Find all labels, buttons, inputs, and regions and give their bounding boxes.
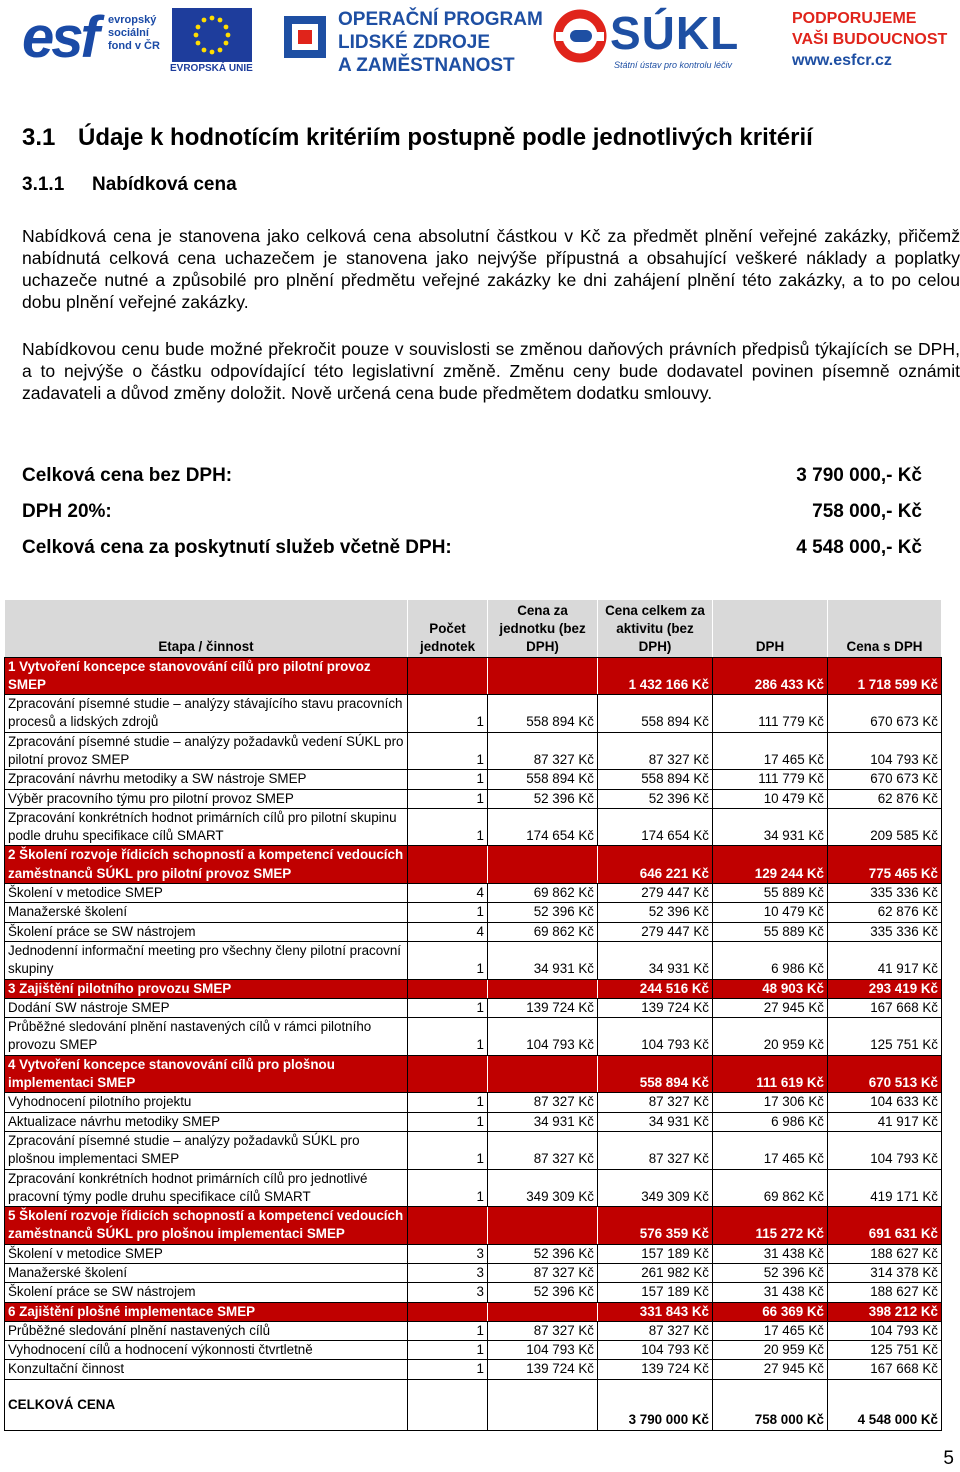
cell-total: 104 793 Kč xyxy=(598,1341,713,1360)
cell-total: 157 189 Kč xyxy=(598,1244,713,1263)
table-row xyxy=(5,1321,942,1340)
cell-unit: 87 327 Kč xyxy=(488,1093,598,1112)
total-cell-empty xyxy=(488,1379,598,1430)
cell-total: 244 516 Kč xyxy=(598,979,713,998)
cell-unit: 34 931 Kč xyxy=(488,1112,598,1131)
cell-count: 1 xyxy=(408,732,488,770)
col-header-stage: Etapa / činnost xyxy=(5,600,408,657)
section-title: Údaje k hodnotícím kritériím postupně podle jednotlivých kritérií xyxy=(78,124,813,151)
subsection-title: Nabídková cena xyxy=(92,174,237,195)
col-header-vat: DPH xyxy=(713,600,828,657)
cell-with-vat: 209 585 Kč xyxy=(828,808,942,846)
table-row xyxy=(5,1169,942,1207)
cell-total: 1 432 166 Kč xyxy=(598,657,713,695)
cell-vat: 111 779 Kč xyxy=(713,770,828,789)
cell-total: 52 396 Kč xyxy=(598,903,713,922)
cell-count: 1 xyxy=(408,903,488,922)
sukl-logo-word: SÚKL xyxy=(610,7,740,59)
cell-unit: 174 654 Kč xyxy=(488,808,598,846)
cell-name: Zpracování písemné studie – analýzy stávajícího stavu pracovních procesů a lidských zdrojů xyxy=(5,695,408,733)
cell-total: 261 982 Kč xyxy=(598,1264,713,1283)
cell-total: 174 654 Kč xyxy=(598,808,713,846)
cell-total: 646 221 Kč xyxy=(598,846,713,884)
cell-name: Zpracování návrhu metodiky a SW nástroje SMEP xyxy=(5,770,408,789)
cell-unit xyxy=(488,979,598,998)
cell-count: 1 xyxy=(408,1321,488,1340)
cell-with-vat: 335 336 Kč xyxy=(828,884,942,903)
cell-count: 1 xyxy=(408,808,488,846)
cell-unit: 52 396 Kč xyxy=(488,1283,598,1302)
cell-total: 331 843 Kč xyxy=(598,1302,713,1321)
cell-unit: 52 396 Kč xyxy=(488,1244,598,1263)
cell-with-vat: 125 751 Kč xyxy=(828,1341,942,1360)
cell-with-vat: 188 627 Kč xyxy=(828,1244,942,1263)
cell-with-vat: 167 668 Kč xyxy=(828,1360,942,1379)
cell-count: 1 xyxy=(408,998,488,1017)
phase-row xyxy=(5,657,942,695)
op-line2: LIDSKÉ ZDROJE xyxy=(338,32,491,53)
cell-with-vat: 41 917 Kč xyxy=(828,941,942,979)
cell-total: 279 447 Kč xyxy=(598,922,713,941)
cell-vat: 69 862 Kč xyxy=(713,1169,828,1207)
cell-count: 1 xyxy=(408,1169,488,1207)
total-cell-name: CELKOVÁ CENA xyxy=(5,1379,408,1430)
cell-total: 349 309 Kč xyxy=(598,1169,713,1207)
cell-name: Zpracování konkrétních hodnot primárních cílů pro pilotní skupinu podle druhu specifikace cílů SMART xyxy=(5,808,408,846)
summary-vat-value: 758 000,- Kč xyxy=(812,501,922,522)
podporujeme-line2: VAŠI BUDOUCNOST xyxy=(792,31,948,48)
subsection-number: 3.1.1 xyxy=(22,174,65,195)
cell-name: Školení v metodice SMEP xyxy=(5,884,408,903)
cell-with-vat: 62 876 Kč xyxy=(828,789,942,808)
cell-vat: 17 306 Kč xyxy=(713,1093,828,1112)
podporujeme-logo xyxy=(792,8,960,78)
table-row xyxy=(5,998,942,1017)
cell-name: Manažerské školení xyxy=(5,1264,408,1283)
col-header-count: Počet jednotek xyxy=(408,600,488,657)
cell-name: Zpracování konkrétních hodnot primárních cílů pro jednotlivé pracovní týmy podle druhu specifikace cílů SMART xyxy=(5,1169,408,1207)
cell-with-vat: 167 668 Kč xyxy=(828,998,942,1017)
esf-line2: sociální xyxy=(108,27,149,39)
podporujeme-url: www.esfcr.cz xyxy=(792,52,892,69)
cell-vat: 10 479 Kč xyxy=(713,789,828,808)
table-row xyxy=(5,1264,942,1283)
cell-count: 3 xyxy=(408,1264,488,1283)
cell-name: Vyhodnocení cílů a hodnocení výkonnosti čtvrtletně xyxy=(5,1341,408,1360)
cell-unit: 87 327 Kč xyxy=(488,732,598,770)
phase-row xyxy=(5,1302,942,1321)
section-number: 3.1 xyxy=(22,124,56,151)
cell-vat: 55 889 Kč xyxy=(713,884,828,903)
cell-count: 1 xyxy=(408,1093,488,1112)
total-cell-with-vat: 4 548 000 Kč xyxy=(828,1379,942,1430)
cell-count: 1 xyxy=(408,695,488,733)
cell-name: Školení v metodice SMEP xyxy=(5,1244,408,1263)
cell-vat: 129 244 Kč xyxy=(713,846,828,884)
cell-vat: 17 465 Kč xyxy=(713,1131,828,1169)
cell-count xyxy=(408,1055,488,1093)
cell-count xyxy=(408,657,488,695)
cell-total: 558 894 Kč xyxy=(598,695,713,733)
table-row xyxy=(5,1360,942,1379)
cell-vat: 286 433 Kč xyxy=(713,657,828,695)
table-row xyxy=(5,1112,942,1131)
phase-row xyxy=(5,979,942,998)
cell-unit xyxy=(488,657,598,695)
cell-total: 34 931 Kč xyxy=(598,1112,713,1131)
cell-with-vat: 125 751 Kč xyxy=(828,1018,942,1056)
op-logo xyxy=(282,6,543,76)
section-heading xyxy=(22,124,813,152)
cell-with-vat: 104 793 Kč xyxy=(828,1321,942,1340)
col-header-unit-price: Cena za jednotku (bez DPH) xyxy=(488,600,598,657)
cell-unit: 52 396 Kč xyxy=(488,789,598,808)
table-row xyxy=(5,903,942,922)
table-row xyxy=(5,1131,942,1169)
cell-count xyxy=(408,1302,488,1321)
cell-unit: 139 724 Kč xyxy=(488,1360,598,1379)
cell-count: 1 xyxy=(408,941,488,979)
cell-vat: 55 889 Kč xyxy=(713,922,828,941)
cell-with-vat: 335 336 Kč xyxy=(828,922,942,941)
page-number: 5 xyxy=(943,1448,954,1469)
cell-name: 1 Vytvoření koncepce stanovování cílů pro pilotní provoz SMEP xyxy=(5,657,408,695)
cell-count: 1 xyxy=(408,1112,488,1131)
podporujeme-line1: PODPORUJEME xyxy=(792,10,917,27)
cell-with-vat: 775 465 Kč xyxy=(828,846,942,884)
cell-vat: 17 465 Kč xyxy=(713,1321,828,1340)
cell-unit: 69 862 Kč xyxy=(488,922,598,941)
cell-vat: 48 903 Kč xyxy=(713,979,828,998)
total-cell-total: 3 790 000 Kč xyxy=(598,1379,713,1430)
cell-name: Vyhodnocení pilotního projektu xyxy=(5,1093,408,1112)
cell-vat: 31 438 Kč xyxy=(713,1244,828,1263)
cell-count: 1 xyxy=(408,1131,488,1169)
header-logos xyxy=(0,0,960,82)
cell-count xyxy=(408,1207,488,1245)
eu-logo xyxy=(170,6,258,76)
cell-with-vat: 104 793 Kč xyxy=(828,1131,942,1169)
table-row xyxy=(5,732,942,770)
price-table xyxy=(4,600,942,1431)
cell-name: 3 Zajištění pilotního provozu SMEP xyxy=(5,979,408,998)
cell-name: Jednodenní informační meeting pro všechny členy pilotní pracovní skupiny xyxy=(5,941,408,979)
op-line3: A ZAMĚSTNANOST xyxy=(338,55,515,76)
cell-unit xyxy=(488,1302,598,1321)
cell-unit: 87 327 Kč xyxy=(488,1264,598,1283)
cell-count: 1 xyxy=(408,1360,488,1379)
op-logo-text xyxy=(338,8,543,77)
table-row xyxy=(5,922,942,941)
cell-unit: 558 894 Kč xyxy=(488,695,598,733)
cell-vat: 31 438 Kč xyxy=(713,1283,828,1302)
esf-line3: fond v ČR xyxy=(108,40,160,52)
cell-name: 5 Školení rozvoje řídicích schopností a kompetencí vedoucích zaměstnanců SÚKL pro plošnou implementaci SMEP xyxy=(5,1207,408,1245)
cell-with-vat: 398 212 Kč xyxy=(828,1302,942,1321)
cell-name: Výběr pracovního týmu pro pilotní provoz SMEP xyxy=(5,789,408,808)
table-row xyxy=(5,770,942,789)
table-row xyxy=(5,884,942,903)
cell-unit: 87 327 Kč xyxy=(488,1321,598,1340)
cell-vat: 34 931 Kč xyxy=(713,808,828,846)
cell-vat: 20 959 Kč xyxy=(713,1341,828,1360)
cell-with-vat: 104 633 Kč xyxy=(828,1093,942,1112)
table-row xyxy=(5,1283,942,1302)
phase-row xyxy=(5,1055,942,1093)
cell-count: 1 xyxy=(408,770,488,789)
table-body xyxy=(5,657,942,1430)
cell-with-vat: 691 631 Kč xyxy=(828,1207,942,1245)
table-row xyxy=(5,789,942,808)
cell-vat: 52 396 Kč xyxy=(713,1264,828,1283)
table-row xyxy=(5,1244,942,1263)
cell-unit xyxy=(488,846,598,884)
cell-name: Průběžné sledování plnění nastavených cílů v rámci pilotního provozu SMEP xyxy=(5,1018,408,1056)
cell-total: 87 327 Kč xyxy=(598,1321,713,1340)
col-header-total: Cena celkem za aktivitu (bez DPH) xyxy=(598,600,713,657)
eu-flag-icon xyxy=(172,8,252,62)
table-row xyxy=(5,1018,942,1056)
table-row xyxy=(5,808,942,846)
cell-count xyxy=(408,846,488,884)
cell-with-vat: 314 378 Kč xyxy=(828,1264,942,1283)
eu-logo-text: EVROPSKÁ UNIE xyxy=(170,63,253,74)
cell-name: Konzultační činnost xyxy=(5,1360,408,1379)
cell-total: 34 931 Kč xyxy=(598,941,713,979)
cell-name: Zpracování písemné studie – analýzy požadavků vedení SÚKL pro pilotní provoz SMEP xyxy=(5,732,408,770)
cell-vat: 27 945 Kč xyxy=(713,1360,828,1379)
table-row xyxy=(5,1341,942,1360)
cell-name: Průběžné sledování plnění nastavených cílů xyxy=(5,1321,408,1340)
cell-count xyxy=(408,979,488,998)
cell-vat: 115 272 Kč xyxy=(713,1207,828,1245)
cell-with-vat: 670 673 Kč xyxy=(828,770,942,789)
cell-vat: 111 779 Kč xyxy=(713,695,828,733)
cell-total: 87 327 Kč xyxy=(598,1131,713,1169)
cell-unit: 104 793 Kč xyxy=(488,1018,598,1056)
esf-line1: evropský xyxy=(108,14,157,26)
cell-with-vat: 62 876 Kč xyxy=(828,903,942,922)
summary-grand-label: Celková cena za poskytnutí služeb včetně DPH: xyxy=(22,537,452,558)
cell-total: 87 327 Kč xyxy=(598,1093,713,1112)
esf-logo-word: esf xyxy=(22,5,97,70)
table-header-row xyxy=(5,600,942,657)
cell-total: 104 793 Kč xyxy=(598,1018,713,1056)
table-row xyxy=(5,941,942,979)
total-row xyxy=(5,1379,942,1430)
cell-unit xyxy=(488,1055,598,1093)
cell-vat: 6 986 Kč xyxy=(713,941,828,979)
phase-row xyxy=(5,846,942,884)
cell-unit: 69 862 Kč xyxy=(488,884,598,903)
sukl-logo xyxy=(552,6,774,76)
cell-with-vat: 419 171 Kč xyxy=(828,1169,942,1207)
cell-count: 4 xyxy=(408,884,488,903)
op-mark-icon xyxy=(282,10,328,64)
sukl-logo-sub: Státní ústav pro kontrolu léčiv xyxy=(614,60,733,70)
cell-name: Školení práce se SW nástrojem xyxy=(5,1283,408,1302)
total-cell-empty xyxy=(408,1379,488,1430)
cell-vat: 10 479 Kč xyxy=(713,903,828,922)
cell-total: 558 894 Kč xyxy=(598,1055,713,1093)
cell-unit: 139 724 Kč xyxy=(488,998,598,1017)
cell-name: Školení práce se SW nástrojem xyxy=(5,922,408,941)
cell-name: 2 Školení rozvoje řídicích schopností a kompetencí vedoucích zaměstnanců SÚKL pro pilotní provoz SMEP xyxy=(5,846,408,884)
cell-unit: 349 309 Kč xyxy=(488,1169,598,1207)
cell-vat: 6 986 Kč xyxy=(713,1112,828,1131)
cell-unit: 52 396 Kč xyxy=(488,903,598,922)
cell-count: 1 xyxy=(408,789,488,808)
cell-total: 157 189 Kč xyxy=(598,1283,713,1302)
summary-total-value: 3 790 000,- Kč xyxy=(796,465,922,486)
cell-name: Manažerské školení xyxy=(5,903,408,922)
esf-logo xyxy=(22,6,170,76)
cell-unit: 87 327 Kč xyxy=(488,1131,598,1169)
cell-with-vat: 104 793 Kč xyxy=(828,732,942,770)
cell-unit: 558 894 Kč xyxy=(488,770,598,789)
cell-total: 139 724 Kč xyxy=(598,998,713,1017)
col-header-with-vat: Cena s DPH xyxy=(828,600,942,657)
cell-vat: 17 465 Kč xyxy=(713,732,828,770)
summary-total-label: Celková cena bez DPH: xyxy=(22,465,233,486)
sukl-mark-icon xyxy=(552,8,608,64)
paragraph-price-change: Nabídkovou cenu bude možné překročit pouze v souvislosti se změnou daňových právních předpisů týkajících se DPH, a to nejvýše o částku odpovídající této legislativní změně. Změnu ceny bude dodavatel povinen písemně oznámit zadavateli a důvod změny doložit. Nově určená cena bude předmětem dodatku smlouvy. xyxy=(22,339,960,403)
cell-total: 576 359 Kč xyxy=(598,1207,713,1245)
cell-with-vat: 293 419 Kč xyxy=(828,979,942,998)
cell-unit xyxy=(488,1207,598,1245)
summary-vat-label: DPH 20%: xyxy=(22,501,112,522)
cell-with-vat: 1 718 599 Kč xyxy=(828,657,942,695)
total-cell-vat: 758 000 Kč xyxy=(713,1379,828,1430)
cell-with-vat: 188 627 Kč xyxy=(828,1283,942,1302)
cell-total: 279 447 Kč xyxy=(598,884,713,903)
table-row xyxy=(5,1093,942,1112)
cell-count: 4 xyxy=(408,922,488,941)
phase-row xyxy=(5,1207,942,1245)
cell-total: 139 724 Kč xyxy=(598,1360,713,1379)
cell-with-vat: 41 917 Kč xyxy=(828,1112,942,1131)
cell-count: 3 xyxy=(408,1283,488,1302)
cell-name: Dodání SW nástroje SMEP xyxy=(5,998,408,1017)
cell-name: 6 Zajištění plošné implementace SMEP xyxy=(5,1302,408,1321)
cell-with-vat: 670 673 Kč xyxy=(828,695,942,733)
cell-name: 4 Vytvoření koncepce stanovování cílů pro plošnou implementaci SMEP xyxy=(5,1055,408,1093)
paragraph-price: Nabídková cena je stanovena jako celková cena absolutní částkou v Kč za předmět plnění veřejné zakázky, přičemž nabídnutá celková cena uchazečem je stanovena jako nejvýše přípustná a obsahující veškeré náklady a poplatky uchazeče nutné a způsobilé pro plnění předmětu veřejné zakázky ke dni zahájení plnění této zakázky, a to po celou dobu plnění veřejné zakázky. xyxy=(22,226,960,312)
cell-total: 52 396 Kč xyxy=(598,789,713,808)
cell-count: 1 xyxy=(408,1341,488,1360)
cell-name: Aktualizace návrhu metodiky SMEP xyxy=(5,1112,408,1131)
cell-total: 558 894 Kč xyxy=(598,770,713,789)
cell-vat: 20 959 Kč xyxy=(713,1018,828,1056)
cell-vat: 111 619 Kč xyxy=(713,1055,828,1093)
cell-count: 1 xyxy=(408,1018,488,1056)
cell-total: 87 327 Kč xyxy=(598,732,713,770)
cell-vat: 27 945 Kč xyxy=(713,998,828,1017)
cell-vat: 66 369 Kč xyxy=(713,1302,828,1321)
cell-unit: 34 931 Kč xyxy=(488,941,598,979)
op-line1: OPERAČNÍ PROGRAM xyxy=(338,9,543,30)
cell-count: 3 xyxy=(408,1244,488,1263)
table-row xyxy=(5,695,942,733)
cell-name: Zpracování písemné studie – analýzy požadavků SÚKL pro plošnou implementaci SMEP xyxy=(5,1131,408,1169)
esf-logo-text xyxy=(108,14,174,53)
cell-unit: 104 793 Kč xyxy=(488,1341,598,1360)
subsection-heading xyxy=(22,174,237,196)
cell-with-vat: 670 513 Kč xyxy=(828,1055,942,1093)
summary-grand-value: 4 548 000,- Kč xyxy=(796,537,922,558)
